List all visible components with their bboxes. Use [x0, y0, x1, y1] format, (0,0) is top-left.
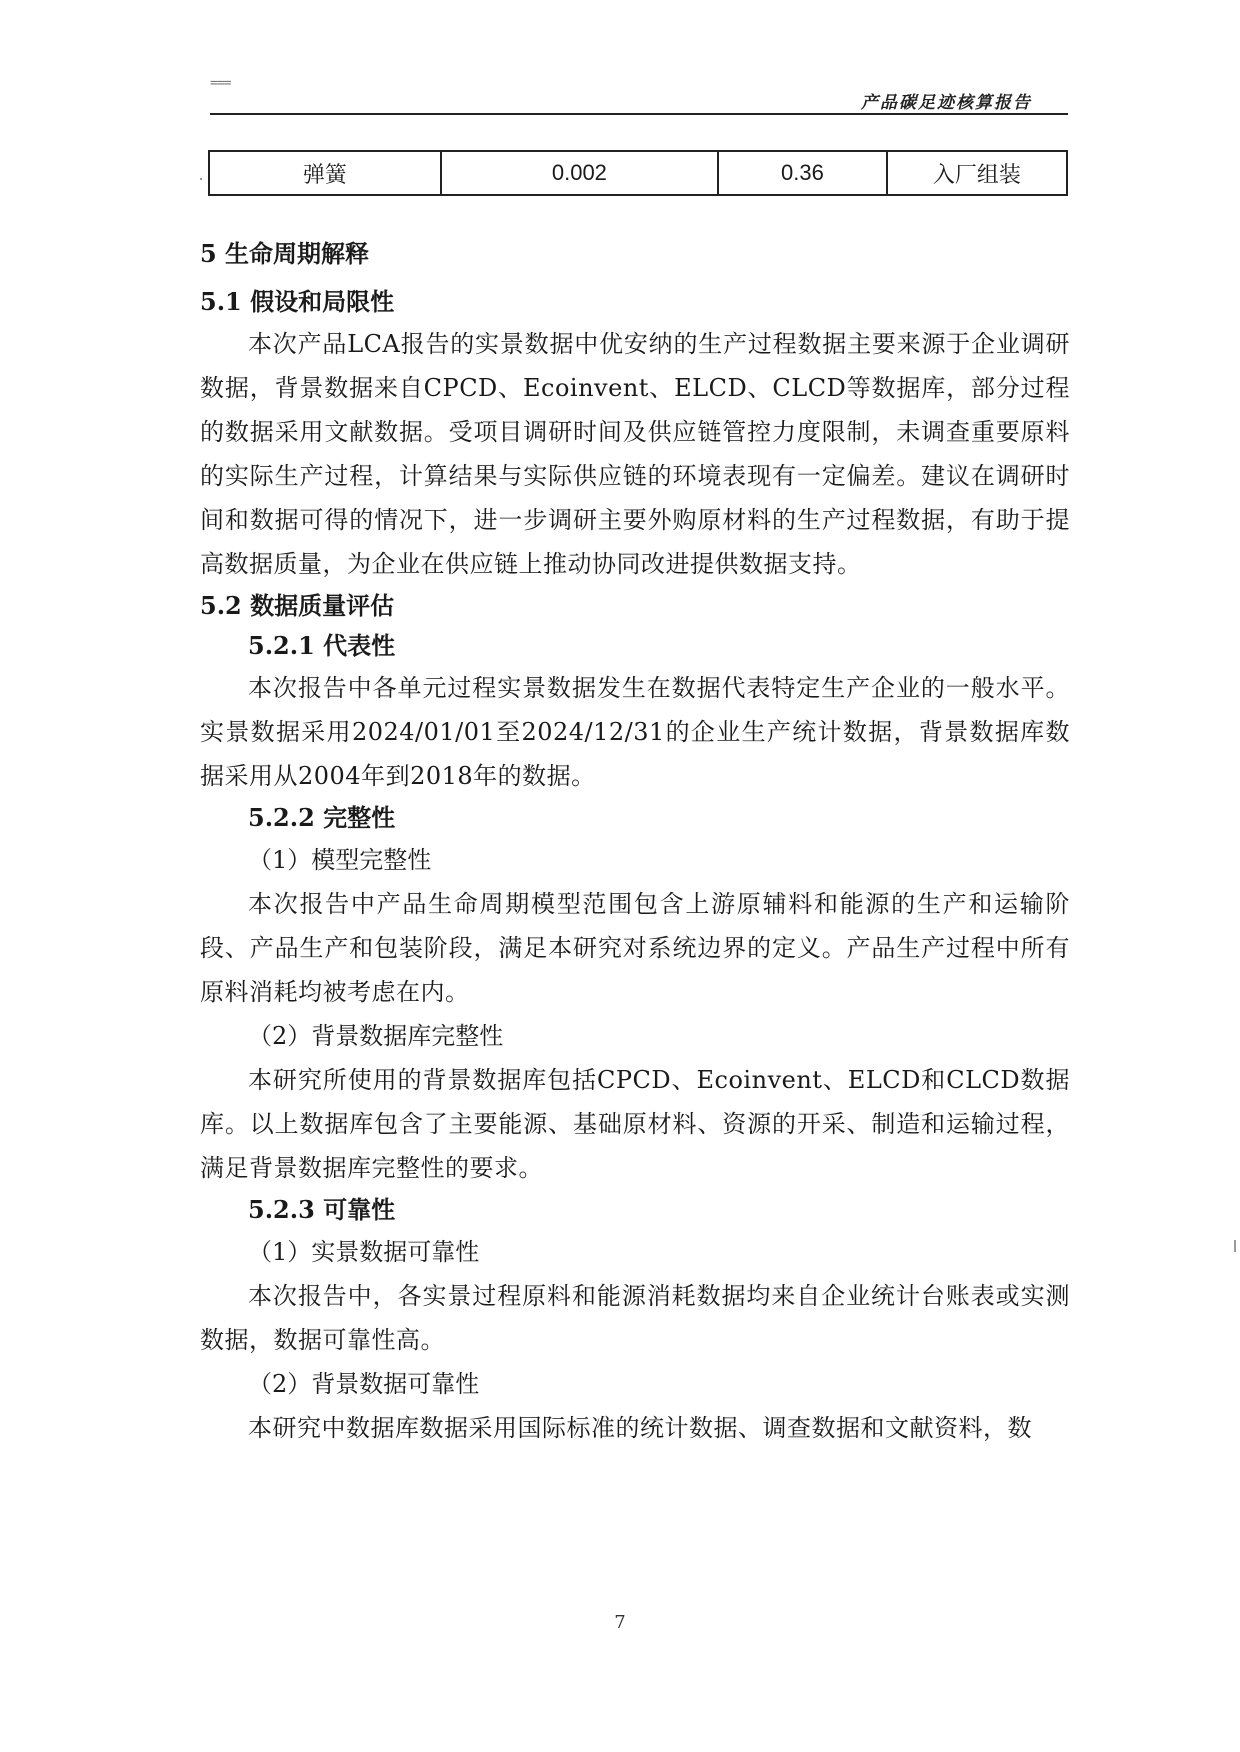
section-heading-5-2: 5.2 数据质量评估 [200, 591, 395, 620]
header-rule [210, 113, 1068, 115]
parts-table [208, 150, 1068, 196]
section-heading-5-2-2: 5.2.2 完整性 [248, 803, 396, 832]
header-title: 产品碳足迹核算报告 [861, 93, 1032, 113]
subheading-model-completeness: （1）模型完整性 [248, 846, 432, 874]
scan-speck [200, 178, 202, 180]
section-heading-5-2-1: 5.2.1 代表性 [248, 631, 396, 660]
scan-speck [1234, 1240, 1236, 1252]
section-heading-5-1: 5.1 假设和局限性 [200, 287, 395, 316]
header-mark: === [210, 76, 231, 91]
table-cell-part: 弹簧 [209, 151, 441, 195]
section-heading-5-2-3: 5.2.3 可靠性 [248, 1195, 396, 1224]
paragraph-background-db-completeness: 本研究所使用的背景数据库包括CPCD、Ecoinvent、ELCD和CLCD数据库。以上数据库包含了主要能源、基础原材料、资源的开采、制造和运输过程，满足背景数据库完整性的要求。 [200, 1066, 1070, 1182]
subheading-field-data-reliability: （1）实景数据可靠性 [248, 1238, 480, 1266]
body-text [200, 222, 1070, 1450]
table-row [209, 151, 1067, 195]
paragraph-5-1: 本次产品LCA报告的实景数据中优安纳的生产过程数据主要来源于企业调研数据，背景数据来自CPCD、Ecoinvent、ELCD、CLCD等数据库，部分过程的数据采用文献数据。受项目调研时间及供应链管控力度限制，未调查重要原料的实际生产过程，计算结果与实际供应链的环境表现有一定偏差。建议在调研时间和数据可得的情况下，进一步调研主要外购原材料的生产过程数据，有助于提高数据质量，为企业在供应链上推动协同改进提供数据支持。 [200, 330, 1070, 578]
subheading-background-data-reliability: （2）背景数据可靠性 [248, 1370, 480, 1398]
page-number: 7 [614, 1612, 626, 1633]
subheading-background-db-completeness: （2）背景数据库完整性 [248, 1022, 504, 1050]
table-cell-stage: 入厂组装 [887, 151, 1067, 195]
paragraph-model-completeness: 本次报告中产品生命周期模型范围包含上游原辅料和能源的生产和运输阶段、产品生产和包装阶段，满足本研究对系统边界的定义。产品生产过程中所有原料消耗均被考虑在内。 [200, 890, 1070, 1006]
table-cell-distance: 0.36 [718, 151, 887, 195]
paragraph-field-data-reliability: 本次报告中，各实景过程原料和能源消耗数据均来自企业统计台账表或实测数据，数据可靠性高。 [200, 1282, 1070, 1354]
paragraph-background-data-reliability: 本研究中数据库数据采用国际标准的统计数据、调查数据和文献资料，数 [248, 1414, 1032, 1442]
paragraph-5-2-1: 本次报告中各单元过程实景数据发生在数据代表特定生产企业的一般水平。实景数据采用2024/01/01至2024/12/31的企业生产统计数据，背景数据库数据采用从2004年到2018年的数据。 [200, 674, 1070, 790]
table-cell-quantity: 0.002 [441, 151, 719, 195]
section-heading-5: 5 生命周期解释 [200, 239, 370, 268]
